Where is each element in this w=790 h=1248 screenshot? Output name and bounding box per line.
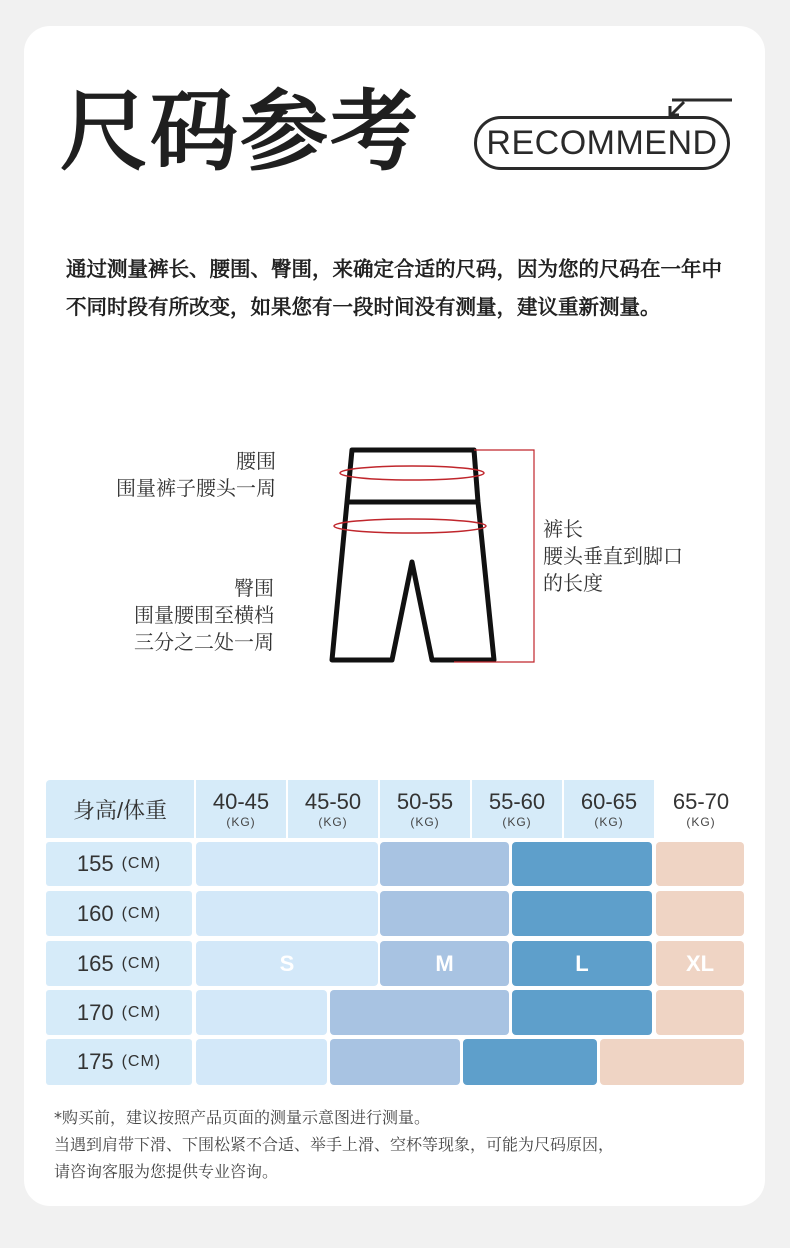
height-unit: (CM) xyxy=(121,954,162,972)
length-title: 裤长 xyxy=(543,517,583,541)
size-cell-s xyxy=(196,842,378,886)
weight-range: 50-55 xyxy=(396,788,454,814)
footnote-line: *购买前，建议按照产品页面的测量示意图进行测量。 xyxy=(54,1108,431,1127)
height-unit: (CM) xyxy=(121,904,162,922)
height-row-header xyxy=(46,941,192,986)
page-title: 尺码参考 xyxy=(60,80,421,183)
height-value: 160 xyxy=(76,900,114,926)
weight-range: 60-65 xyxy=(580,788,638,814)
waist-label xyxy=(60,448,276,502)
height-value: 155 xyxy=(76,851,114,876)
hip-title: 臀围 xyxy=(234,576,274,600)
weight-range: 45-50 xyxy=(304,788,362,814)
size-cell-l xyxy=(512,990,652,1035)
height-value: 170 xyxy=(76,999,114,1025)
size-cell-xl xyxy=(656,891,744,936)
height-row-header xyxy=(46,842,192,886)
size-cell-m xyxy=(380,842,509,886)
table-corner-label: 身高/体重 xyxy=(72,797,168,823)
size-cell-m xyxy=(330,990,509,1035)
height-value: 165 xyxy=(76,950,114,976)
weight-unit: (KG) xyxy=(594,814,624,829)
size-cell-xl xyxy=(600,1039,744,1085)
footnote xyxy=(54,1104,754,1185)
height-unit: (CM) xyxy=(121,1053,162,1070)
size-cell-m xyxy=(330,1039,460,1085)
weight-header xyxy=(380,780,470,838)
size-cell-s xyxy=(196,891,378,936)
shorts-diagram xyxy=(320,440,550,670)
waist-desc: 围量裤子腰头一周 xyxy=(116,476,276,500)
size-cell-l xyxy=(512,842,652,886)
weight-header xyxy=(472,780,562,838)
weight-range: 40-45 xyxy=(212,788,270,814)
weight-header xyxy=(196,780,286,838)
height-value: 175 xyxy=(76,1049,114,1074)
height-row-header xyxy=(46,1039,192,1085)
hip-label xyxy=(60,575,274,656)
weight-range: 65-70 xyxy=(672,788,730,814)
length-label xyxy=(543,516,743,597)
size-label-s: S xyxy=(279,950,295,976)
hip-desc-1: 围量腰围至横档 xyxy=(134,603,274,627)
hip-desc-2: 三分之二处一周 xyxy=(134,630,274,654)
height-row-header xyxy=(46,990,192,1035)
weight-header xyxy=(288,780,378,838)
intro-text: 通过测量裤长、腰围、臀围，来确定合适的尺码，因为您的尺码在一年中不同时段有所改变，如果您有一段时间没有测量，建议重新测量。 xyxy=(66,257,722,319)
size-label-l: L xyxy=(575,950,589,976)
size-label-m: M xyxy=(435,950,454,976)
size-cell-l xyxy=(463,1039,597,1085)
weight-header xyxy=(564,780,654,838)
size-cell-xl xyxy=(656,941,744,986)
weight-unit: (KG) xyxy=(318,814,348,829)
weight-unit: (KG) xyxy=(502,814,532,829)
length-desc-1: 腰头垂直到脚口 xyxy=(543,544,683,568)
size-cell-l xyxy=(512,941,652,986)
weight-range: 55-60 xyxy=(488,788,546,814)
length-desc-2: 的长度 xyxy=(543,571,603,595)
size-cell-s xyxy=(196,1039,327,1085)
size-cell-s xyxy=(196,941,378,986)
weight-unit: (KG) xyxy=(226,814,256,829)
waist-title: 腰围 xyxy=(236,449,276,473)
size-cell-xl xyxy=(656,990,744,1035)
footnote-line: 请咨询客服为您提供专业咨询。 xyxy=(54,1162,279,1181)
height-unit: (CM) xyxy=(121,855,162,872)
size-cell-m xyxy=(380,891,509,936)
height-row-header xyxy=(46,891,192,936)
recommend-badge: RECOMMEND xyxy=(474,116,730,170)
height-unit: (CM) xyxy=(121,1003,162,1021)
footnote-line: 当遇到肩带下滑、下围松紧不合适、举手上滑、空杯等现象，可能为尺码原因， xyxy=(54,1135,615,1154)
size-cell-m xyxy=(380,941,509,986)
weight-unit: (KG) xyxy=(410,814,440,829)
size-label-xl: XL xyxy=(685,950,715,976)
weight-unit: (KG) xyxy=(686,814,716,829)
weight-header xyxy=(656,780,746,838)
size-cell-s xyxy=(196,990,327,1035)
size-cell-xl xyxy=(656,842,744,886)
size-cell-l xyxy=(512,891,652,936)
